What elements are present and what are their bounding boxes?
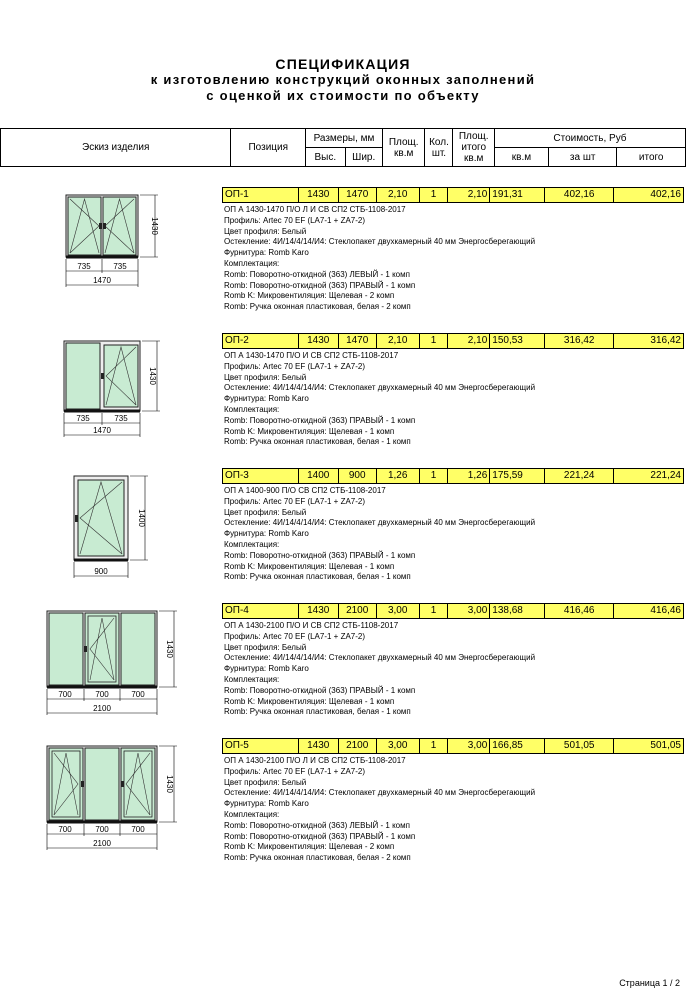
item-width: 2100 bbox=[338, 604, 376, 619]
dim-height: 1430 bbox=[150, 217, 159, 235]
dim-width: 2100 bbox=[93, 839, 111, 848]
desc-line: Комплектация: bbox=[224, 674, 280, 684]
item-description bbox=[224, 205, 684, 313]
dim-seg1: 700 bbox=[58, 825, 72, 834]
dim-seg3: 700 bbox=[131, 825, 145, 834]
item-total-area: 2,10 bbox=[448, 334, 490, 349]
desc-line: Romb: Поворотно-откидной (363) ПРАВЫЙ - 1 комп bbox=[224, 831, 416, 841]
desc-line: Romb: Поворотно-откидной (363) ПРАВЫЙ - 1 комп bbox=[224, 280, 416, 290]
item-per-piece: 402,16 bbox=[544, 188, 613, 203]
col-per-piece: за шт bbox=[548, 148, 616, 167]
desc-line: Профиль: Artec 70 EF (LA7-1 + ZA7-2) bbox=[224, 496, 366, 506]
item-position: ОП-3 bbox=[223, 469, 299, 484]
item-row bbox=[222, 603, 684, 619]
desc-line: Romb: Поворотно-откидной (363) ЛЕВЫЙ - 1 комп bbox=[224, 820, 410, 830]
item-per-sqm: 191,31 bbox=[490, 188, 545, 203]
desc-line: ОП А 1430-1470 П/О И СВ СП2 СТБ-1108-2017 bbox=[224, 351, 399, 360]
item-description bbox=[224, 486, 684, 583]
col-cost: Стоимость, Руб bbox=[494, 129, 685, 148]
item-width: 2100 bbox=[338, 739, 376, 754]
desc-line: Romb: Ручка оконная пластиковая, белая - 1 комп bbox=[224, 707, 411, 717]
desc-line: Фурнитура: Romb Karo bbox=[224, 799, 309, 809]
desc-line: Профиль: Artec 70 EF (LA7-1 + ZA7-2) bbox=[224, 215, 366, 225]
desc-line: Romb: Ручка оконная пластиковая, белая - 2 комп bbox=[224, 302, 411, 312]
desc-line: ОП А 1400-900 П/О СВ СП2 СТБ-1108-2017 bbox=[224, 486, 386, 495]
item-height: 1430 bbox=[298, 739, 338, 754]
item-total-area: 1,26 bbox=[448, 469, 490, 484]
col-sizes: Размеры, мм bbox=[306, 129, 383, 148]
col-width: Шир. bbox=[345, 148, 382, 167]
window-sketch-op5 bbox=[0, 738, 200, 868]
col-total-area: Площ. итого кв.м bbox=[453, 129, 495, 167]
desc-line: ОП А 1430-2100 П/О И СВ СП2 СТБ-1108-2017 bbox=[224, 621, 399, 630]
dim-width: 900 bbox=[94, 567, 108, 576]
item-row bbox=[222, 187, 684, 203]
desc-line: ОП А 1430-1470 П/О Л И СВ СП2 СТБ-1108-2017 bbox=[224, 205, 406, 214]
item-total-area: 3,00 bbox=[448, 604, 490, 619]
dim-height: 1430 bbox=[165, 640, 174, 658]
dim-width: 2100 bbox=[93, 704, 111, 713]
item-width: 1470 bbox=[338, 188, 376, 203]
item-total: 416,46 bbox=[614, 604, 684, 619]
desc-line: Цвет профиля: Белый bbox=[224, 642, 307, 652]
item-total-area: 2,10 bbox=[448, 188, 490, 203]
doc-title: СПЕЦИФИКАЦИЯ bbox=[275, 56, 411, 72]
item-row bbox=[222, 333, 684, 349]
item-total: 402,16 bbox=[614, 188, 684, 203]
desc-line: Остекление: 4И/14/4/14/И4: Стеклопакет двухкамерный 40 мм Энергосберегающий bbox=[224, 518, 536, 528]
item-position: ОП-4 bbox=[223, 604, 299, 619]
dim-seg1: 735 bbox=[76, 414, 90, 423]
desc-line: Romb K: Микровентиляция: Щелевая - 1 комп bbox=[224, 426, 395, 436]
desc-line: Остекление: 4И/14/4/14/И4: Стеклопакет двухкамерный 40 мм Энергосберегающий bbox=[224, 383, 536, 393]
desc-line: Romb K: Микровентиляция: Щелевая - 2 комп bbox=[224, 842, 395, 852]
dim-height: 1430 bbox=[148, 367, 157, 385]
item-area: 3,00 bbox=[376, 739, 419, 754]
desc-line: Romb: Ручка оконная пластиковая, белая - 2 комп bbox=[224, 853, 411, 863]
item-total: 316,42 bbox=[614, 334, 684, 349]
item-total-area: 3,00 bbox=[448, 739, 490, 754]
item-area: 1,26 bbox=[376, 469, 419, 484]
item-qty: 1 bbox=[419, 334, 447, 349]
item-row bbox=[222, 468, 684, 484]
item-width: 900 bbox=[338, 469, 376, 484]
dim-seg2: 735 bbox=[114, 414, 128, 423]
item-per-piece: 416,46 bbox=[544, 604, 613, 619]
desc-line: Комплектация: bbox=[224, 539, 280, 549]
desc-line: Фурнитура: Romb Karo bbox=[224, 248, 309, 258]
item-description bbox=[224, 756, 684, 864]
desc-line: Romb: Ручка оконная пластиковая, белая - 1 комп bbox=[224, 437, 411, 447]
spec-table-header bbox=[0, 128, 686, 167]
item-position: ОП-5 bbox=[223, 739, 299, 754]
item-qty: 1 bbox=[419, 188, 447, 203]
window-sketch-op3 bbox=[0, 468, 200, 598]
col-sketch: Эскиз изделия bbox=[1, 129, 231, 167]
desc-line: Фурнитура: Romb Karo bbox=[224, 664, 309, 674]
dim-seg3: 700 bbox=[131, 690, 145, 699]
desc-line: Фурнитура: Romb Karo bbox=[224, 394, 309, 404]
col-total: итого bbox=[617, 148, 686, 167]
col-position: Позиция bbox=[231, 129, 306, 167]
desc-line: ОП А 1430-2100 П/О Л И СВ СП2 СТБ-1108-2017 bbox=[224, 756, 406, 765]
desc-line: Профиль: Artec 70 EF (LA7-1 + ZA7-2) bbox=[224, 631, 366, 641]
item-height: 1430 bbox=[298, 188, 338, 203]
item-per-sqm: 138,68 bbox=[490, 604, 545, 619]
desc-line: Комплектация: bbox=[224, 258, 280, 268]
item-row bbox=[222, 738, 684, 754]
item-position: ОП-2 bbox=[223, 334, 299, 349]
item-area: 2,10 bbox=[376, 188, 419, 203]
desc-line: Цвет профиля: Белый bbox=[224, 226, 307, 236]
dim-width: 1470 bbox=[93, 426, 111, 435]
item-description bbox=[224, 351, 684, 448]
item-per-sqm: 150,53 bbox=[490, 334, 545, 349]
desc-line: Romb K: Микровентиляция: Щелевая - 1 комп bbox=[224, 696, 395, 706]
item-total: 221,24 bbox=[614, 469, 684, 484]
item-per-piece: 221,24 bbox=[544, 469, 613, 484]
col-qty: Кол. шт. bbox=[425, 129, 453, 167]
dim-seg2: 735 bbox=[113, 262, 127, 271]
desc-line: Romb: Ручка оконная пластиковая, белая - 1 комп bbox=[224, 572, 411, 582]
desc-line: Romb K: Микровентиляция: Щелевая - 1 комп bbox=[224, 561, 395, 571]
item-per-piece: 316,42 bbox=[544, 334, 613, 349]
desc-line: Цвет профиля: Белый bbox=[224, 372, 307, 382]
desc-line: Остекление: 4И/14/4/14/И4: Стеклопакет двухкамерный 40 мм Энергосберегающий bbox=[224, 237, 536, 247]
item-total: 501,05 bbox=[614, 739, 684, 754]
col-per-sqm: кв.м bbox=[494, 148, 548, 167]
window-sketch-op2 bbox=[0, 333, 200, 463]
dim-seg2: 700 bbox=[95, 825, 109, 834]
desc-line: Цвет профиля: Белый bbox=[224, 507, 307, 517]
item-per-sqm: 166,85 bbox=[490, 739, 545, 754]
desc-line: Romb: Поворотно-откидной (363) ПРАВЫЙ - 1 комп bbox=[224, 550, 416, 560]
desc-line: Romb: Поворотно-откидной (363) ПРАВЫЙ - 1 комп bbox=[224, 685, 416, 695]
dim-height: 1430 bbox=[165, 775, 174, 793]
item-height: 1400 bbox=[298, 469, 338, 484]
col-area: Площ. кв.м bbox=[382, 129, 425, 167]
item-height: 1430 bbox=[298, 334, 338, 349]
dim-seg1: 735 bbox=[77, 262, 91, 271]
item-height: 1430 bbox=[298, 604, 338, 619]
dim-height: 1400 bbox=[137, 509, 146, 527]
desc-line: Комплектация: bbox=[224, 809, 280, 819]
desc-line: Профиль: Artec 70 EF (LA7-1 + ZA7-2) bbox=[224, 766, 366, 776]
desc-line: Остекление: 4И/14/4/14/И4: Стеклопакет двухкамерный 40 мм Энергосберегающий bbox=[224, 788, 536, 798]
desc-line: Остекление: 4И/14/4/14/И4: Стеклопакет двухкамерный 40 мм Энергосберегающий bbox=[224, 653, 536, 663]
item-qty: 1 bbox=[419, 604, 447, 619]
doc-subtitle-2: с оценкой их стоимости по объекту bbox=[206, 88, 480, 103]
desc-line: Romb: Поворотно-откидной (363) ЛЕВЫЙ - 1 комп bbox=[224, 269, 410, 279]
item-position: ОП-1 bbox=[223, 188, 299, 203]
dim-seg1: 700 bbox=[58, 690, 72, 699]
desc-line: Romb: Поворотно-откидной (363) ПРАВЫЙ - 1 комп bbox=[224, 415, 416, 425]
item-per-sqm: 175,59 bbox=[490, 469, 545, 484]
item-qty: 1 bbox=[419, 739, 447, 754]
item-area: 2,10 bbox=[376, 334, 419, 349]
desc-line: Romb K: Микровентиляция: Щелевая - 2 комп bbox=[224, 291, 395, 301]
desc-line: Цвет профиля: Белый bbox=[224, 777, 307, 787]
window-sketch-op4 bbox=[0, 603, 200, 733]
item-width: 1470 bbox=[338, 334, 376, 349]
window-sketch-op1 bbox=[0, 187, 200, 317]
col-height: Выс. bbox=[306, 148, 345, 167]
desc-line: Профиль: Artec 70 EF (LA7-1 + ZA7-2) bbox=[224, 361, 366, 371]
desc-line: Фурнитура: Romb Karo bbox=[224, 529, 309, 539]
item-qty: 1 bbox=[419, 469, 447, 484]
doc-subtitle-1: к изготовлению конструкций оконных заполнений bbox=[150, 72, 536, 87]
page-number: Страница 1 / 2 bbox=[619, 978, 680, 988]
item-description bbox=[224, 621, 684, 718]
dim-seg2: 700 bbox=[95, 690, 109, 699]
dim-width: 1470 bbox=[93, 276, 111, 285]
item-per-piece: 501,05 bbox=[544, 739, 613, 754]
item-area: 3,00 bbox=[376, 604, 419, 619]
desc-line: Комплектация: bbox=[224, 404, 280, 414]
